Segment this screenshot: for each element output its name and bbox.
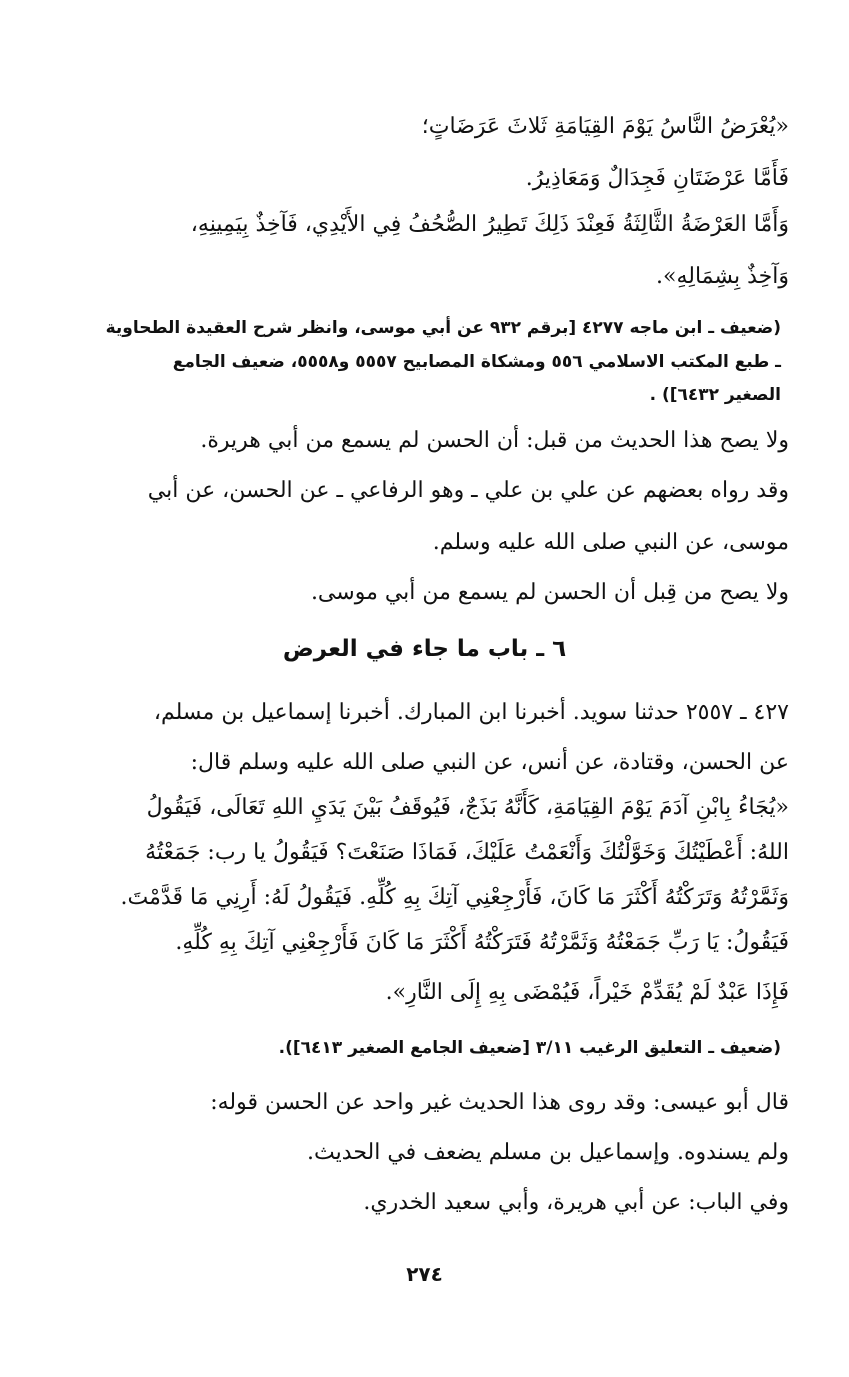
grading-note-line-1: (ضعيف ـ ابن ماجه ٤٢٧٧ [برقم ٩٣٢ عن أبي موسى، وانظر شرح العقيدة الطحاوية — [105, 318, 781, 338]
commentary-line-4: ولا يصح من قِبل أن الحسن لم يسمع من أبي موسى. — [310, 580, 789, 605]
grading-note-line-2: ـ طبع المكتب الاسلامي ٥٥٦ ومشكاة المصابيح ٥٥٥٧ و٥٥٥٨، ضعيف الجامع — [172, 352, 781, 372]
hadith-quote-line-2: فَأَمَّا عَرْضَتَانِ فَجِدَالٌ وَمَعَاذِيرُ. — [525, 166, 789, 191]
grading-note-line-3: الصغير ٦٤٣٢]) . — [649, 385, 781, 405]
commentary-2-line-1: قال أبو عيسى: وقد روى هذا الحديث غير واحد عن الحسن قوله: — [210, 1090, 789, 1115]
grading-note-2: (ضعيف ـ التعليق الرغيب ٣/١١ [ضعيف الجامع الصغير ٦٤١٣]). — [278, 1038, 781, 1058]
hadith-line-4: اللهُ: أَعْطَيْتُكَ وَخَوَّلْتُكَ وَأَنْعَمْتُ عَلَيْكَ، فَمَاذَا صَنَعْتَ؟ فَيَقُولُ يا رب: جَمَعْتُهُ — [145, 840, 789, 865]
commentary-line-2: وقد رواه بعضهم عن علي بن علي ـ وهو الرفاعي ـ عن الحسن، عن أبي — [147, 478, 789, 503]
page-number: ٢٧٤ — [406, 1262, 443, 1286]
hadith-line-3: «يُجَاءُ بِابْنِ آدَمَ يَوْمَ القِيَامَةِ، كَأَنَّهُ بَذَجٌ، فَيُوقَفُ بَيْنَ يَدَيِ اللهِ تَعَالَى، فَيَقُولُ — [146, 795, 789, 820]
hadith-line-5: وَثَمَّرْتُهُ وَتَرَكْتُهُ أَكْثَرَ مَا كَانَ، فَأَرْجِعْنِي آتِكَ بِهِ كُلِّهِ. فَيَقُولُ لَهُ: أَرِنِي مَا قَدَّمْتَ. — [120, 885, 789, 910]
commentary-2-line-2: ولم يسندوه. وإسماعيل بن مسلم يضعف في الحديث. — [307, 1140, 789, 1165]
commentary-line-3: موسى، عن النبي صلى الله عليه وسلم. — [432, 530, 789, 555]
hadith-quote-line-3: وَأَمَّا العَرْضَةُ الثَّالِثَةُ فَعِنْدَ ذَلِكَ تَطِيرُ الصُّحُفُ فِي الأَيْدِي، فَآخِذٌ بِيَمِينِهِ، — [190, 212, 789, 237]
commentary-2-line-3: وفي الباب: عن أبي هريرة، وأبي سعيد الخدري. — [363, 1190, 789, 1215]
hadith-line-6: فَيَقُولُ: يَا رَبِّ جَمَعْتُهُ وَثَمَّرْتُهُ فَتَرَكْتُهُ أَكْثَرَ مَا كَانَ فَأَرْجِعْنِي آتِكَ بِهِ كُلِّهِ. — [175, 930, 789, 955]
hadith-quote-line-1: «يُعْرَضُ النَّاسُ يَوْمَ القِيَامَةِ ثَلاثَ عَرَضَاتٍ؛ — [421, 114, 789, 139]
chapter-heading: ٦ ـ باب ما جاء في العرض — [282, 636, 567, 662]
hadith-line-2: عن الحسن، وقتادة، عن أنس، عن النبي صلى الله عليه وسلم قال: — [190, 750, 789, 775]
hadith-quote-line-4: وَآخِذٌ بِشِمَالِهِ». — [656, 264, 789, 289]
hadith-line-7: فَإِذَا عَبْدٌ لَمْ يُقَدِّمْ خَيْراً، فَيُمْضَى بِهِ إِلَى النَّارِ». — [385, 980, 789, 1005]
commentary-line-1: ولا يصح هذا الحديث من قبل: أن الحسن لم يسمع من أبي هريرة. — [200, 428, 789, 453]
hadith-line-1: ٤٢٧ ـ ٢٥٥٧ حدثنا سويد. أخبرنا ابن المبارك. أخبرنا إسماعيل بن مسلم، — [153, 700, 789, 725]
